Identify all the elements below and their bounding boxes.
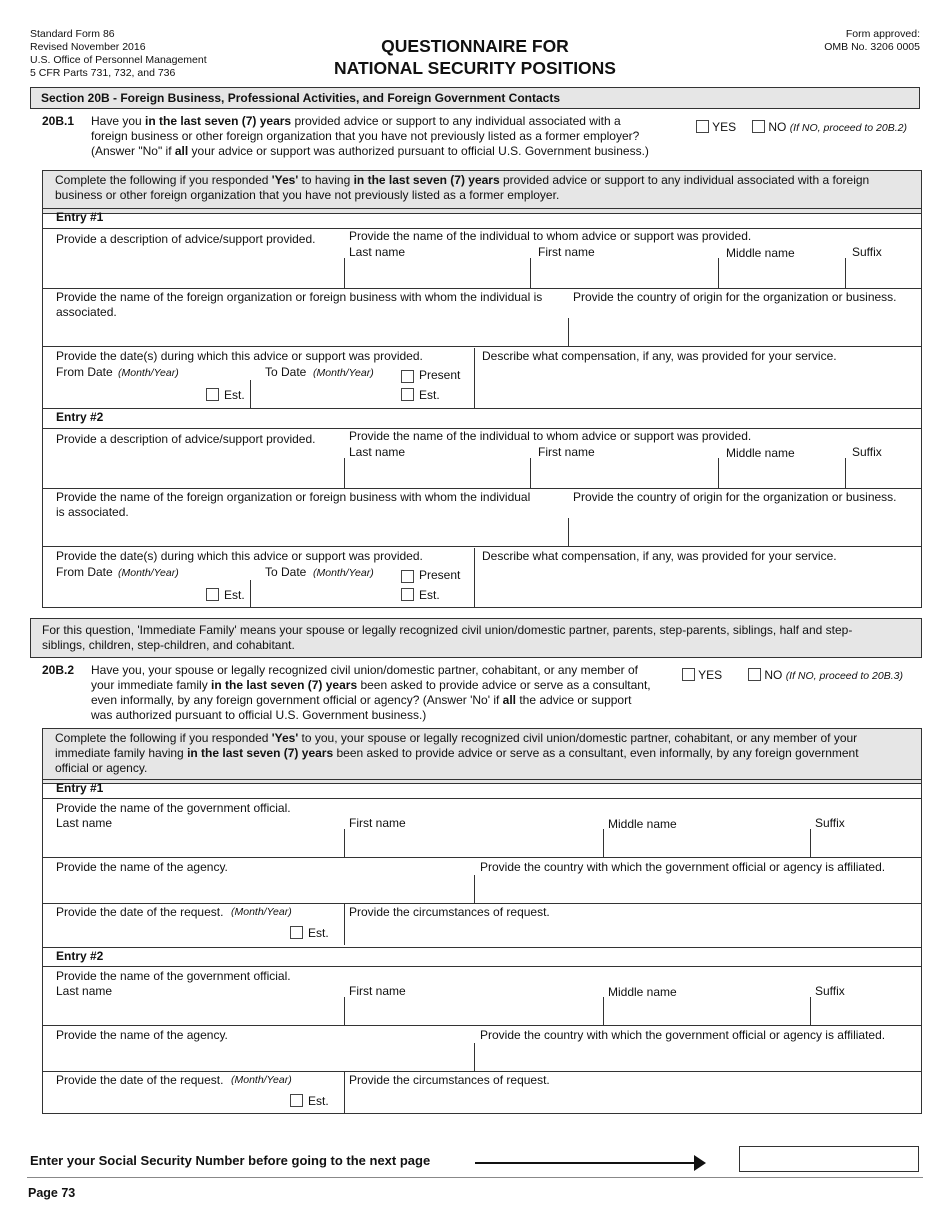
last-name-input[interactable]	[346, 460, 528, 486]
title-line-1: QUESTIONNAIRE FOR	[381, 36, 569, 56]
suffix-label: Suffix	[815, 816, 845, 830]
rule-line	[344, 458, 345, 488]
to-date-label: To Date	[265, 365, 307, 379]
suffix-input[interactable]	[847, 460, 920, 486]
first-name-input[interactable]	[348, 1000, 600, 1024]
instr-text: official or agency.	[55, 761, 148, 775]
suffix-input[interactable]	[814, 1000, 920, 1024]
q2-instructions	[43, 729, 921, 784]
middle-name-input[interactable]	[720, 260, 843, 286]
form-id-line: 5 CFR Parts 731, 732, and 736	[30, 67, 176, 79]
rule-line	[603, 829, 604, 857]
circumstances-input[interactable]	[348, 922, 920, 944]
rule-line	[603, 997, 604, 1025]
form-id-line: U.S. Office of Personnel Management	[30, 54, 207, 66]
rule-line	[845, 258, 846, 288]
note-text: siblings, children, step-children, and cohabitant.	[42, 638, 295, 652]
country-input[interactable]	[478, 1046, 920, 1070]
omb-number: OMB No. 3206 0005	[824, 41, 920, 53]
circumstances-input[interactable]	[348, 1090, 920, 1112]
instr-text: to having	[298, 173, 354, 187]
form-id-line: Standard Form 86	[30, 28, 115, 40]
organization-label: Provide the name of the foreign organization or foreign business with whom the individual	[56, 490, 531, 504]
circumstances-label: Provide the circumstances of request.	[349, 1073, 550, 1087]
rule-line	[42, 288, 922, 289]
rule-line	[568, 518, 569, 546]
country-label: Provide the country with which the government official or agency is affiliated.	[480, 860, 886, 874]
rule-line	[42, 408, 922, 409]
rule-line	[810, 997, 811, 1025]
rule-line	[530, 258, 531, 288]
est-checkbox[interactable]	[290, 1094, 303, 1107]
from-est-checkbox[interactable]	[206, 388, 219, 401]
est-label: Est.	[308, 1094, 329, 1108]
from-est-checkbox[interactable]	[206, 588, 219, 601]
q-text-bold: in the last seven (7) years	[211, 678, 358, 692]
middle-name-label: Middle name	[608, 985, 677, 999]
first-name-label: First name	[349, 816, 406, 830]
rule-line	[250, 380, 251, 408]
q-text: your advice or support was authorized pursuant to official U.S. Government business.)	[188, 144, 649, 158]
est-label: Est.	[419, 588, 440, 602]
compensation-label: Describe what compensation, if any, was provided for your service.	[482, 349, 837, 363]
instr-text: Complete the following if you responded	[55, 731, 272, 745]
rule-line	[344, 829, 345, 857]
rule-line	[810, 829, 811, 857]
q-text: foreign business or other foreign organization that you have not previously listed as a former employer?	[91, 129, 640, 143]
first-name-input[interactable]	[532, 260, 716, 286]
q-text: provided advice or support to any individual associated with a	[291, 114, 621, 128]
description-label: Provide a description of advice/support provided.	[56, 432, 316, 446]
compensation-input[interactable]	[480, 366, 920, 406]
no-note: (If NO, proceed to 20B.3)	[785, 670, 903, 682]
official-name-label: Provide the name of the government official.	[56, 969, 291, 983]
last-name-input[interactable]	[56, 832, 340, 856]
middle-name-label: Middle name	[726, 446, 795, 460]
no-checkbox[interactable]	[748, 668, 761, 681]
middle-name-input[interactable]	[720, 460, 843, 486]
country-label: Provide the country of origin for the organization or business.	[573, 290, 897, 304]
question-text	[91, 114, 691, 159]
country-input[interactable]	[572, 320, 920, 344]
country-input[interactable]	[478, 878, 920, 902]
suffix-label: Suffix	[815, 984, 845, 998]
instr-text: to you, your spouse or legally recognized civil union/domestic partner, cohabitant, or any member of your	[298, 731, 858, 745]
instr-text: immediate family having	[55, 746, 188, 760]
entry-label: Entry #1	[56, 781, 104, 795]
rule-line	[42, 346, 922, 347]
rule-line	[344, 903, 345, 945]
organization-input[interactable]	[56, 520, 564, 544]
est-label: Est.	[308, 926, 329, 940]
from-date-label: From Date	[56, 565, 113, 579]
instr-bold: in the last seven (7) years	[187, 746, 334, 760]
est-checkbox[interactable]	[290, 926, 303, 939]
middle-name-label: Middle name	[726, 246, 795, 260]
request-date-label: Provide the date of the request.	[56, 905, 224, 919]
omb-block	[824, 28, 920, 54]
no-label: NO	[764, 668, 783, 682]
to-est-checkbox[interactable]	[401, 388, 414, 401]
q-text: (Answer "No" if	[91, 144, 175, 158]
country-label: Provide the country of origin for the organization or business.	[573, 490, 897, 504]
middle-name-label: Middle name	[608, 817, 677, 831]
middle-name-input[interactable]	[607, 832, 807, 856]
rule-line	[530, 458, 531, 488]
rule-line	[718, 458, 719, 488]
form-approved-text: Form approved:	[845, 28, 920, 40]
rule-line	[474, 548, 475, 608]
rule-line	[42, 903, 922, 904]
organization-label: is associated.	[56, 505, 129, 519]
instr-bold: 'Yes'	[271, 731, 299, 745]
immediate-family-note	[30, 618, 922, 658]
description-label: Provide a description of advice/support provided.	[56, 232, 316, 246]
rule-line	[42, 947, 922, 948]
present-checkbox[interactable]	[401, 370, 414, 383]
yes-option[interactable]	[696, 120, 736, 134]
footer-divider	[27, 1177, 923, 1178]
entry-label: Entry #1	[56, 210, 104, 224]
q-text: even informally, by any foreign government official or agency? (Answer 'No' if	[91, 693, 503, 707]
q-text: Have you	[91, 114, 146, 128]
page-number: Page 73	[28, 1186, 76, 1200]
from-date-note: (Month/Year)	[118, 367, 179, 379]
q-text: been asked to provide advice or serve as a consultant,	[357, 678, 651, 692]
est-label: Est.	[224, 388, 245, 402]
individual-name-label: Provide the name of the individual to whom advice or support was provided.	[349, 229, 752, 243]
present-checkbox[interactable]	[401, 570, 414, 583]
no-option[interactable]	[748, 668, 903, 682]
suffix-input[interactable]	[847, 260, 920, 286]
agency-input[interactable]	[56, 878, 470, 902]
rule-line	[344, 258, 345, 288]
ssn-input[interactable]	[739, 1146, 919, 1172]
agency-label: Provide the name of the agency.	[56, 1028, 228, 1042]
last-name-label: Last name	[56, 816, 113, 830]
individual-name-label: Provide the name of the individual to whom advice or support was provided.	[349, 429, 752, 443]
last-name-label: Last name	[349, 245, 406, 259]
entry-label: Entry #2	[56, 949, 104, 963]
first-name-label: First name	[349, 984, 406, 998]
rule-line	[474, 875, 475, 903]
compensation-input[interactable]	[480, 566, 920, 606]
organization-label: Provide the name of the foreign organization or foreign business with whom the individual is	[56, 290, 543, 304]
last-name-input[interactable]	[346, 260, 528, 286]
country-label: Provide the country with which the government official or agency is affiliated.	[480, 1028, 886, 1042]
request-date-note: (Month/Year)	[231, 1074, 292, 1086]
est-label: Est.	[224, 588, 245, 602]
description-input[interactable]	[56, 450, 341, 486]
question-number: 20B.2	[42, 663, 75, 677]
rule-line	[474, 1043, 475, 1071]
rule-line	[42, 857, 922, 858]
last-name-label: Last name	[56, 984, 113, 998]
present-label: Present	[419, 568, 461, 582]
agency-input[interactable]	[56, 1046, 470, 1070]
ssn-prompt: Enter your Social Security Number before going to the next page	[30, 1153, 431, 1168]
q-text-bold: in the last seven (7) years	[145, 114, 292, 128]
question-text	[91, 663, 681, 723]
arrow-line	[475, 1162, 695, 1164]
entry-label: Entry #2	[56, 410, 104, 424]
no-checkbox[interactable]	[752, 120, 765, 133]
request-date-label: Provide the date of the request.	[56, 1073, 224, 1087]
instr-text: been asked to provide advice or serve as a consultant, even informally, by any foreign government	[333, 746, 859, 760]
instr-text: Complete the following if you responded	[55, 173, 272, 187]
first-name-label: First name	[538, 245, 595, 259]
instr-text: business or other foreign organization that you have not previously listed as a former employer.	[55, 188, 560, 202]
rule-line	[845, 458, 846, 488]
suffix-label: Suffix	[852, 445, 882, 459]
rule-line	[42, 546, 922, 547]
no-note: (If NO, proceed to 20B.2)	[789, 122, 907, 134]
dates-label: Provide the date(s) during which this advice or support was provided.	[56, 549, 423, 563]
yes-option[interactable]	[682, 668, 722, 682]
last-name-label: Last name	[349, 445, 406, 459]
first-name-input[interactable]	[348, 832, 600, 856]
instr-bold: 'Yes'	[271, 173, 299, 187]
rule-line	[42, 966, 922, 967]
rule-line	[474, 348, 475, 408]
q-text-bold: all	[174, 144, 189, 158]
q-text: your immediate family	[91, 678, 212, 692]
section-title: Section 20B - Foreign Business, Professional Activities, and Foreign Government Contacts	[30, 87, 920, 109]
first-name-input[interactable]	[532, 460, 716, 486]
from-date-label: From Date	[56, 365, 113, 379]
rule-line	[42, 208, 922, 209]
rule-line	[344, 1071, 345, 1113]
title-line-2: NATIONAL SECURITY POSITIONS	[334, 58, 616, 78]
form-id-line: Revised November 2016	[30, 41, 146, 53]
to-date-note: (Month/Year)	[313, 367, 374, 379]
dates-label: Provide the date(s) during which this advice or support was provided.	[56, 349, 423, 363]
yes-checkbox[interactable]	[682, 668, 695, 681]
instr-text: provided advice or support to any individual associated with a foreign	[499, 173, 870, 187]
est-label: Est.	[419, 388, 440, 402]
suffix-label: Suffix	[852, 245, 882, 259]
middle-name-input[interactable]	[607, 1000, 807, 1024]
last-name-input[interactable]	[56, 1000, 340, 1024]
no-label: NO	[768, 120, 787, 134]
organization-label: associated.	[56, 305, 117, 319]
suffix-input[interactable]	[814, 832, 920, 856]
q-text: Have you, your spouse or legally recognized civil union/domestic partner, cohabitant, or any member of	[91, 663, 638, 677]
rule-line	[250, 580, 251, 608]
country-input[interactable]	[572, 520, 920, 544]
official-name-label: Provide the name of the government official.	[56, 801, 291, 815]
rule-line	[42, 488, 922, 489]
rule-line	[42, 779, 922, 780]
q-text-bold: all	[502, 693, 517, 707]
q-text: was authorized pursuant to official U.S. Government business.)	[91, 708, 427, 722]
rule-line	[568, 318, 569, 346]
organization-input[interactable]	[56, 320, 564, 344]
description-input[interactable]	[56, 250, 341, 286]
q-text: the advice or support	[516, 693, 632, 707]
rule-line	[42, 1071, 922, 1072]
to-date-note: (Month/Year)	[313, 567, 374, 579]
instr-bold: in the last seven (7) years	[353, 173, 500, 187]
from-date-note: (Month/Year)	[118, 567, 179, 579]
agency-label: Provide the name of the agency.	[56, 860, 228, 874]
yes-checkbox[interactable]	[696, 120, 709, 133]
to-est-checkbox[interactable]	[401, 588, 414, 601]
arrow-right-icon	[694, 1155, 706, 1171]
rule-line	[42, 798, 922, 799]
yes-label: YES	[698, 668, 723, 682]
compensation-label: Describe what compensation, if any, was provided for your service.	[482, 549, 837, 563]
present-label: Present	[419, 368, 461, 382]
rule-line	[42, 1025, 922, 1026]
no-option[interactable]	[752, 120, 907, 134]
page-title	[0, 35, 950, 79]
rule-line	[344, 997, 345, 1025]
yes-label: YES	[712, 120, 737, 134]
circumstances-label: Provide the circumstances of request.	[349, 905, 550, 919]
note-text: For this question, 'Immediate Family' means your spouse or legally recognized civil union/domestic partner, parents, step-parents, siblings, half and step-	[42, 623, 853, 637]
rule-line	[718, 258, 719, 288]
request-date-note: (Month/Year)	[231, 906, 292, 918]
first-name-label: First name	[538, 445, 595, 459]
to-date-label: To Date	[265, 565, 307, 579]
question-number: 20B.1	[42, 114, 75, 128]
